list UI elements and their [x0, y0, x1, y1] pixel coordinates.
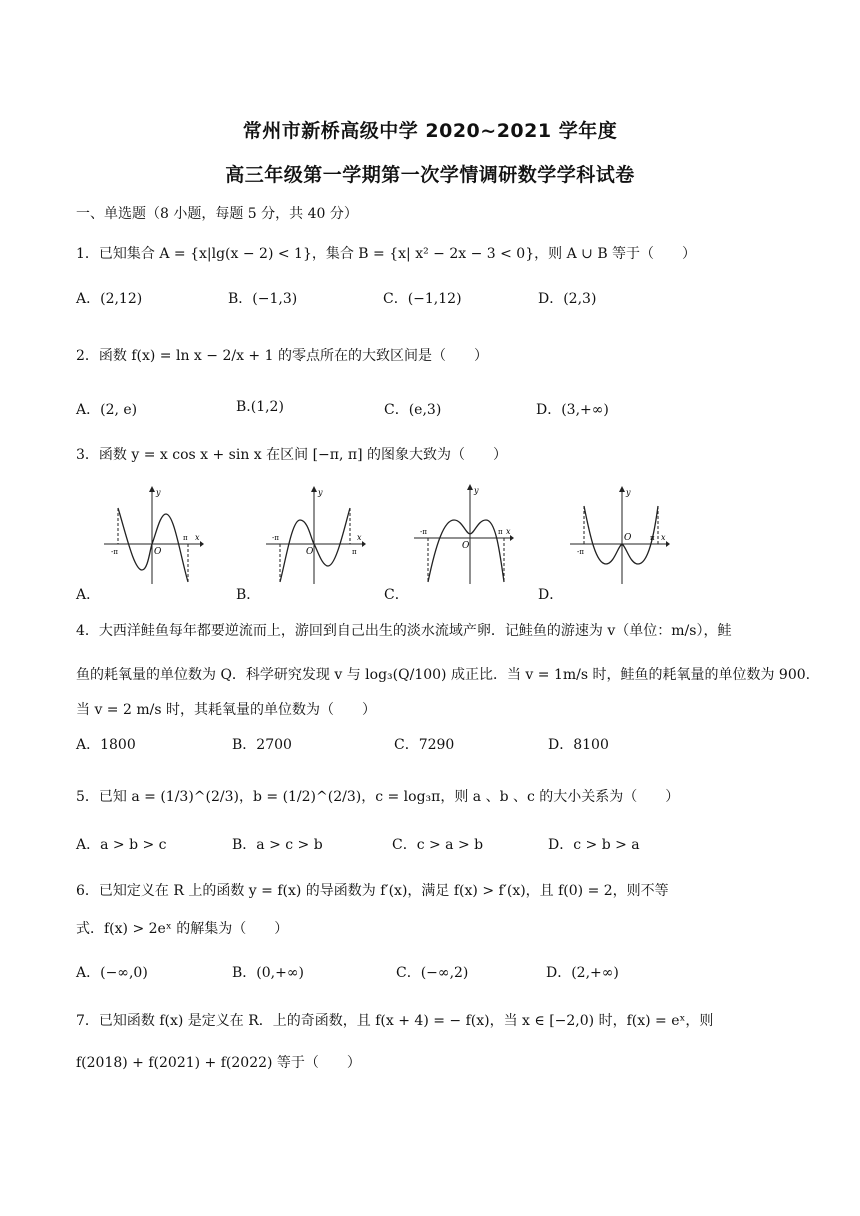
q2-option-a: A．(2, e): [76, 402, 138, 418]
svg-text:π: π: [352, 548, 357, 556]
graph-option-c: [414, 484, 514, 584]
svg-text:π: π: [650, 534, 655, 542]
q1-option-b: B．(−1,3): [228, 291, 298, 307]
svg-text:y: y: [626, 488, 631, 497]
question-4-stem-line3: 当 v = 2 m/s 时，其耗氧量的单位数为（ ）: [76, 702, 376, 718]
question-5-stem: 5．已知 a = (1/3)^(2/3)，b = (1/2)^(2/3)，c = log₃π，则 a 、b 、c 的大小关系为（ ）: [76, 789, 680, 805]
q5-option-b: B．a > c > b: [232, 837, 323, 853]
q2-option-d: D．(3,+∞): [536, 402, 609, 418]
graph-label-a: A．: [76, 587, 101, 603]
svg-text:y: y: [156, 488, 161, 497]
q1-option-d: D．(2,3): [538, 291, 597, 307]
exam-title-line2: 高三年级第一学期第一次学情调研数学学科试卷: [225, 164, 635, 186]
exam-title-line1: 常州市新桥高级中学 2020~2021 学年度: [242, 120, 618, 142]
question-7-stem-line1: 7．已知函数 f(x) 是定义在 R．上的奇函数，且 f(x + 4) = − f(x)，当 x ∈ [−2,0) 时，f(x) = eˣ，则: [76, 1013, 714, 1029]
graph-option-d: [570, 484, 670, 584]
q5-option-c: C．c > a > b: [392, 837, 484, 853]
svg-text:O: O: [306, 547, 314, 557]
q6-option-c: C．(−∞,2): [396, 965, 469, 981]
q1-option-c: C．(−1,12): [383, 291, 462, 307]
question-4-stem-line2: 鱼的耗氧量的单位数为 Q．科学研究发现 v 与 log₃(Q/100) 成正比．当 v = 1m/s 时，鲑鱼的耗氧量的单位数为 900.: [76, 667, 811, 683]
svg-text:y: y: [318, 488, 323, 497]
question-3-stem: 3．函数 y = x cos x + sin x 在区间 [−π, π] 的图象大致为（ ）: [76, 447, 508, 463]
graph-label-c: C．: [384, 587, 409, 603]
question-2-stem: 2．函数 f(x) = ln x − 2/x + 1 的零点所在的大致区间是（ ）: [76, 348, 488, 364]
q6-option-a: A．(−∞,0): [76, 965, 148, 981]
q4-option-b: B．2700: [232, 737, 292, 753]
q2-option-c: C．(e,3): [384, 402, 442, 418]
graph-label-d: D．: [538, 587, 564, 603]
graph-label-b: B．: [236, 587, 261, 603]
svg-text:-π: -π: [111, 548, 118, 556]
svg-text:x: x: [357, 533, 362, 542]
svg-text:π: π: [183, 534, 188, 542]
svg-text:O: O: [624, 533, 632, 543]
q1-option-a: A．(2,12): [76, 291, 143, 307]
question-6-stem-line2: 式．f(x) > 2eˣ 的解集为（ ）: [76, 921, 289, 937]
graph-option-b: [266, 484, 366, 584]
svg-text:O: O: [154, 547, 162, 557]
q2-option-b: B.(1,2): [236, 399, 284, 415]
q5-option-d: D．c > b > a: [548, 837, 640, 853]
question-6-stem-line1: 6．已知定义在 R 上的函数 y = f(x) 的导函数为 f′(x)，满足 f(x) > f′(x)，且 f(0) = 2，则不等: [76, 883, 669, 899]
svg-text:-π: -π: [577, 548, 584, 556]
svg-text:-π: -π: [272, 534, 279, 542]
svg-text:π: π: [498, 528, 503, 536]
q4-option-a: A．1800: [76, 737, 136, 753]
q6-option-d: D．(2,+∞): [546, 965, 619, 981]
svg-text:O: O: [462, 541, 470, 551]
q4-option-d: D．8100: [548, 737, 609, 753]
svg-text:-π: -π: [420, 528, 427, 536]
q6-option-b: B．(0,+∞): [232, 965, 304, 981]
section-heading: 一、单选题（8 小题，每题 5 分，共 40 分）: [76, 206, 358, 222]
graph-option-a: [104, 484, 204, 584]
svg-text:x: x: [661, 533, 666, 542]
question-7-stem-line2: f(2018) + f(2021) + f(2022) 等于（ ）: [76, 1055, 361, 1071]
q4-option-c: C．7290: [394, 737, 455, 753]
question-1-stem: 1．已知集合 A = {x|lg(x − 2) < 1}，集合 B = {x| x² − 2x − 3 < 0}，则 A ∪ B 等于（ ）: [76, 246, 697, 262]
q5-option-a: A．a > b > c: [76, 837, 167, 853]
question-4-stem-line1: 4．大西洋鲑鱼每年都要逆流而上，游回到自己出生的淡水流域产卵．记鲑鱼的游速为 v（单位：m/s），鲑: [76, 623, 732, 639]
svg-text:x: x: [195, 533, 200, 542]
svg-text:y: y: [474, 486, 479, 495]
svg-text:x: x: [506, 527, 511, 536]
